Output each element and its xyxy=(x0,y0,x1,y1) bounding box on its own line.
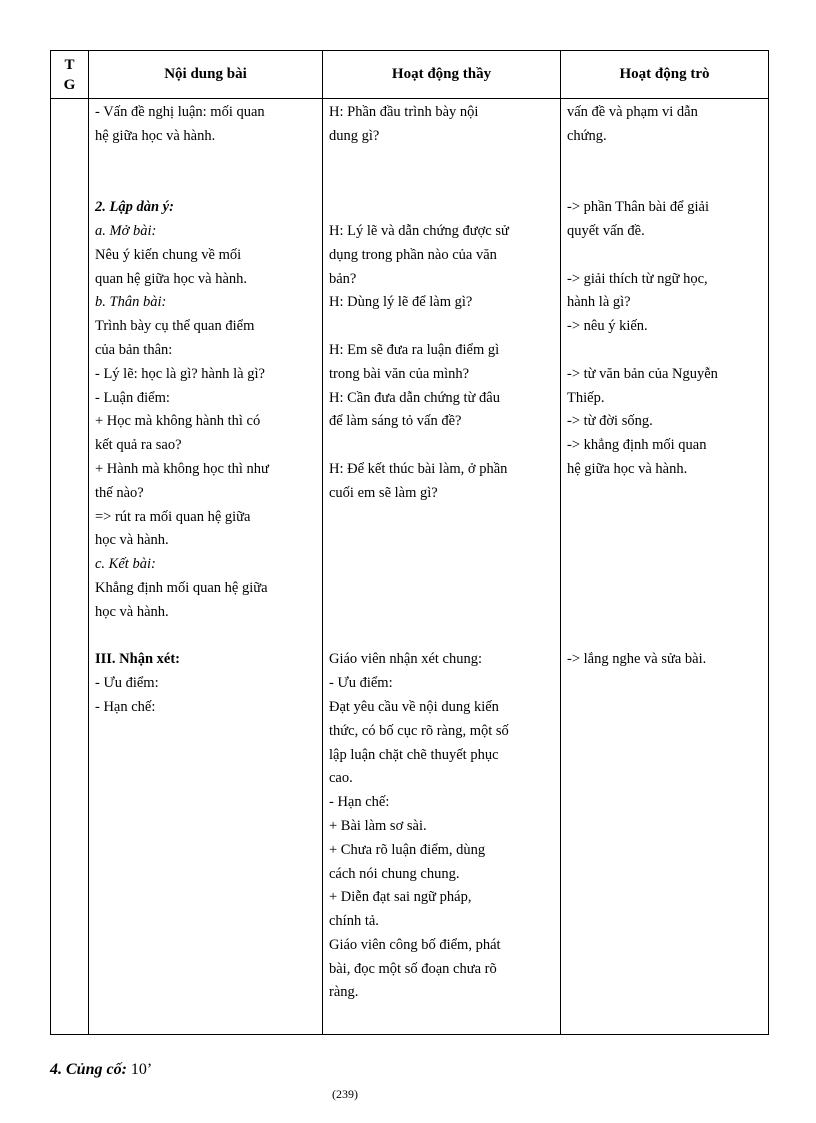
content-line: quan hệ giữa học và hành. xyxy=(95,270,248,287)
content-line: - Hạn chế: xyxy=(95,698,156,715)
student-line: quyết vấn đề. xyxy=(567,222,645,239)
content-line: - Luận điểm: xyxy=(95,389,170,406)
teacher-line: H: Để kết thúc bài làm, ở phần xyxy=(329,460,508,477)
teacher-line: H: Cần đưa dẫn chứng từ đâu xyxy=(329,389,500,406)
teacher-line: Đạt yêu cầu về nội dung kiến xyxy=(329,698,499,715)
consolidation-label: 4. Củng cố: xyxy=(50,1061,127,1078)
student-line: hệ giữa học và hành. xyxy=(567,460,688,477)
student-line: vấn đề và phạm vi dẫn xyxy=(567,104,698,120)
teacher-line: ràng. xyxy=(329,984,359,1001)
consolidation-duration: 10’ xyxy=(126,1061,153,1078)
teacher-line: bản? xyxy=(329,270,357,287)
header-time xyxy=(51,51,89,99)
consolidation-line xyxy=(50,1061,152,1079)
teacher-line: + Diễn đạt sai ngữ pháp, xyxy=(329,889,472,906)
time-cell xyxy=(51,99,89,1035)
content-line: Nêu ý kiến chung về mối xyxy=(95,246,242,263)
content-line: Khẳng định mối quan hệ giữa xyxy=(95,579,268,596)
content-line: + Hành mà không học thì như xyxy=(95,460,269,477)
student-line xyxy=(567,625,762,649)
page-number: (239) xyxy=(332,1087,358,1101)
header-lesson-content: Nội dung bài xyxy=(89,51,323,99)
teacher-line: Giáo viên nhận xét chung: xyxy=(329,651,483,668)
content-line: kết quả ra sao? xyxy=(95,437,182,454)
content-line: => rút ra mối quan hệ giữa xyxy=(95,508,251,525)
student-line: -> từ đời sống. xyxy=(567,413,653,430)
content-line: học và hành. xyxy=(95,603,169,620)
student-line xyxy=(567,577,762,601)
teacher-line: H: Phần đầu trình bày nội xyxy=(329,104,479,120)
student-line: -> từ văn bản của Nguyễn xyxy=(567,365,718,382)
teacher-line xyxy=(329,149,554,173)
teacher-line: bài, đọc một số đoạn chưa rõ xyxy=(329,960,497,977)
table-header-row xyxy=(51,51,769,99)
student-line xyxy=(567,553,762,577)
student-line: -> nêu ý kiến. xyxy=(567,318,648,335)
student-line xyxy=(567,339,762,363)
content-line: + Học mà không hành thì có xyxy=(95,413,261,430)
teacher-line xyxy=(329,553,554,577)
student-line xyxy=(567,172,762,196)
teacher-line: lập luận chặt chẽ thuyết phục xyxy=(329,746,499,763)
student-line xyxy=(567,149,762,173)
header-student-activity: Hoạt động trò xyxy=(561,51,769,99)
teacher-line xyxy=(329,625,554,649)
student-line xyxy=(567,601,762,625)
student-activity-text xyxy=(561,99,768,672)
student-line xyxy=(567,244,762,268)
content-line: c. Kết bài: xyxy=(95,556,156,573)
content-line: - Vấn đề nghị luận: mối quan xyxy=(95,104,265,120)
teacher-line: Giáo viên công bố điểm, phát xyxy=(329,936,501,953)
content-line: b. Thân bài: xyxy=(95,294,167,311)
content-line xyxy=(95,149,316,173)
student-line: -> phần Thân bài để giải xyxy=(567,199,709,216)
content-line: Trình bày cụ thể quan điểm xyxy=(95,318,255,335)
teacher-line: chính tả. xyxy=(329,913,379,930)
teacher-line xyxy=(329,434,554,458)
content-line: hệ giữa học và hành. xyxy=(95,127,216,144)
student-activity-cell xyxy=(561,99,769,1035)
teacher-line xyxy=(329,529,554,553)
table-body-row xyxy=(51,99,769,1035)
student-line: hành là gì? xyxy=(567,294,631,311)
teacher-activity-cell xyxy=(323,99,561,1035)
teacher-line: dụng trong phần nào của văn xyxy=(329,246,497,263)
teacher-line: H: Lý lẽ và dẫn chứng được sử xyxy=(329,222,509,239)
header-teacher-activity: Hoạt động thầy xyxy=(323,51,561,99)
content-line: thế nào? xyxy=(95,484,144,501)
teacher-line xyxy=(329,196,554,220)
content-line xyxy=(95,172,316,196)
teacher-line: dung gì? xyxy=(329,127,380,144)
teacher-line: + Bài làm sơ sài. xyxy=(329,817,427,834)
teacher-line: H: Dùng lý lẽ để làm gì? xyxy=(329,294,473,311)
student-line: -> giải thích từ ngữ học, xyxy=(567,270,708,287)
content-line: 2. Lập dàn ý: xyxy=(95,199,174,216)
teacher-line xyxy=(329,172,554,196)
header-time-line1: T xyxy=(64,56,75,73)
content-line: của bản thân: xyxy=(95,341,173,358)
lesson-content-text xyxy=(89,99,322,720)
teacher-line xyxy=(329,577,554,601)
teacher-line: thức, có bố cục rõ ràng, một số xyxy=(329,722,509,739)
teacher-line: để làm sáng tỏ vấn đề? xyxy=(329,413,462,430)
content-line: III. Nhận xét: xyxy=(95,651,180,668)
teacher-line: H: Em sẽ đưa ra luận điểm gì xyxy=(329,341,500,358)
teacher-line: trong bài văn của mình? xyxy=(329,365,470,382)
teacher-line: - Hạn chế: xyxy=(329,794,390,811)
teacher-line xyxy=(329,315,554,339)
student-line xyxy=(567,506,762,530)
student-line: Thiếp. xyxy=(567,389,605,406)
student-line: -> khẳng định mối quan xyxy=(567,437,707,454)
teacher-line: cao. xyxy=(329,770,353,787)
teacher-line: - Ưu điểm: xyxy=(329,675,393,692)
content-line: - Lý lẽ: học là gì? hành là gì? xyxy=(95,365,265,382)
teacher-activity-text xyxy=(323,99,560,1005)
student-line: -> lắng nghe và sửa bài. xyxy=(567,651,707,668)
teacher-line: cách nói chung chung. xyxy=(329,865,460,882)
student-line xyxy=(567,529,762,553)
content-line: a. Mở bài: xyxy=(95,222,157,239)
content-line xyxy=(95,625,316,649)
student-line xyxy=(567,482,762,506)
teacher-line: + Chưa rõ luận điểm, dùng xyxy=(329,841,486,858)
header-time-line2: G xyxy=(63,76,76,93)
content-line: - Ưu điểm: xyxy=(95,675,159,692)
lesson-plan-table xyxy=(50,50,769,1035)
teacher-line: cuối em sẽ làm gì? xyxy=(329,484,438,501)
lesson-content-cell xyxy=(89,99,323,1035)
student-line: chứng. xyxy=(567,127,607,144)
content-line: học và hành. xyxy=(95,532,169,549)
teacher-line xyxy=(329,601,554,625)
teacher-line xyxy=(329,506,554,530)
